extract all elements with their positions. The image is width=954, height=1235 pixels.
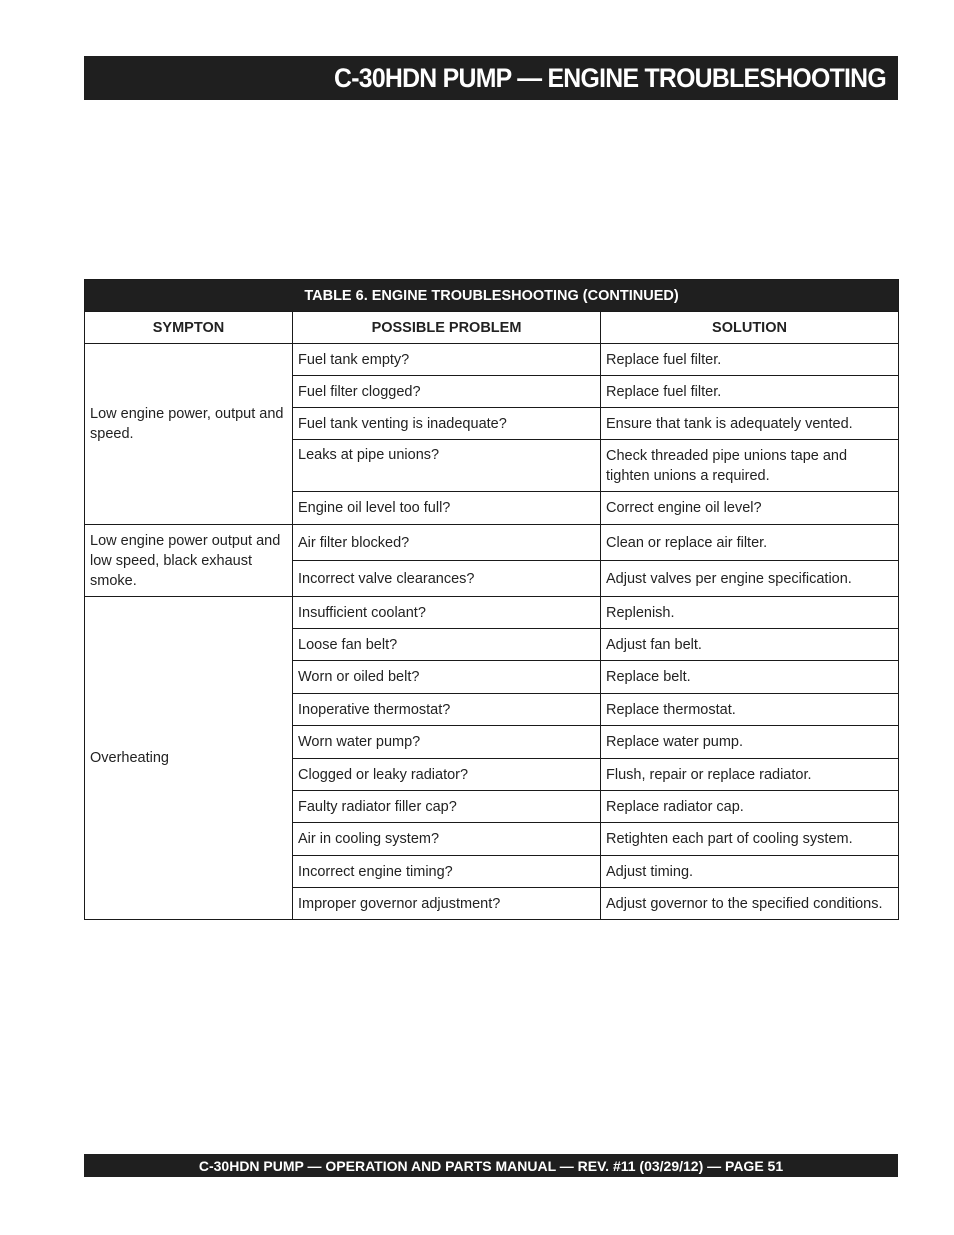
symptom-cell: Overheating bbox=[85, 597, 293, 920]
solution-cell: Replace belt. bbox=[601, 661, 899, 694]
problem-cell: Insufficient coolant? bbox=[293, 597, 601, 629]
footer-text: C-30HDN PUMP — OPERATION AND PARTS MANUAL — REV. #11 (03/29/12) — PAGE 51 bbox=[198, 1157, 784, 1174]
table-caption: TABLE 6. ENGINE TROUBLESHOOTING (CONTINUED) bbox=[85, 280, 899, 312]
problem-cell: Worn water pump? bbox=[293, 726, 601, 759]
solution-cell: Replace water pump. bbox=[601, 726, 899, 759]
table-row bbox=[85, 525, 899, 561]
problem-cell: Worn or oiled belt? bbox=[293, 661, 601, 694]
troubleshooting-table-container bbox=[84, 279, 898, 920]
solution-cell: Adjust fan belt. bbox=[601, 629, 899, 661]
problem-cell: Loose fan belt? bbox=[293, 629, 601, 661]
problem-cell: Fuel tank empty? bbox=[293, 344, 601, 376]
table-row bbox=[85, 597, 899, 629]
problem-cell: Engine oil level too full? bbox=[293, 492, 601, 525]
problem-cell: Inoperative thermostat? bbox=[293, 694, 601, 726]
problem-cell: Incorrect valve clearances? bbox=[293, 561, 601, 597]
troubleshooting-table bbox=[84, 279, 899, 920]
symptom-cell: Low engine power, output and speed. bbox=[85, 344, 293, 525]
table-header-row bbox=[85, 312, 899, 344]
problem-cell: Fuel filter clogged? bbox=[293, 376, 601, 408]
solution-cell: Adjust timing. bbox=[601, 856, 899, 888]
solution-cell: Adjust valves per engine specification. bbox=[601, 561, 899, 597]
solution-cell: Replenish. bbox=[601, 597, 899, 629]
solution-cell: Replace thermostat. bbox=[601, 694, 899, 726]
column-header-symptom: SYMPTON bbox=[85, 312, 293, 344]
page-title: C-30HDN PUMP — ENGINE TROUBLESHOOTING bbox=[334, 62, 886, 93]
solution-cell: Retighten each part of cooling system. bbox=[601, 823, 899, 856]
problem-cell: Leaks at pipe unions? bbox=[293, 440, 601, 492]
solution-cell: Replace radiator cap. bbox=[601, 791, 899, 823]
solution-cell: Adjust governor to the specified conditions. bbox=[601, 888, 899, 920]
column-header-problem: POSSIBLE PROBLEM bbox=[293, 312, 601, 344]
solution-cell: Clean or replace air filter. bbox=[601, 525, 899, 561]
problem-cell: Air filter blocked? bbox=[293, 525, 601, 561]
solution-cell: Replace fuel filter. bbox=[601, 376, 899, 408]
table-caption-row bbox=[85, 280, 899, 312]
solution-cell: Flush, repair or replace radiator. bbox=[601, 759, 899, 791]
table-body bbox=[85, 344, 899, 920]
problem-cell: Clogged or leaky radiator? bbox=[293, 759, 601, 791]
solution-cell: Correct engine oil level? bbox=[601, 492, 899, 525]
problem-cell: Incorrect engine timing? bbox=[293, 856, 601, 888]
solution-cell: Ensure that tank is adequately vented. bbox=[601, 408, 899, 440]
solution-cell: Replace fuel filter. bbox=[601, 344, 899, 376]
column-header-solution: SOLUTION bbox=[601, 312, 899, 344]
solution-cell: Check threaded pipe unions tape and tighten unions a required. bbox=[601, 440, 899, 492]
problem-cell: Faulty radiator filler cap? bbox=[293, 791, 601, 823]
problem-cell: Fuel tank venting is inadequate? bbox=[293, 408, 601, 440]
problem-cell: Air in cooling system? bbox=[293, 823, 601, 856]
table-row bbox=[85, 344, 899, 376]
page-footer bbox=[84, 1154, 898, 1177]
symptom-cell: Low engine power output and low speed, black exhaust smoke. bbox=[85, 525, 293, 597]
problem-cell: Improper governor adjustment? bbox=[293, 888, 601, 920]
page-title-bar bbox=[84, 56, 898, 100]
